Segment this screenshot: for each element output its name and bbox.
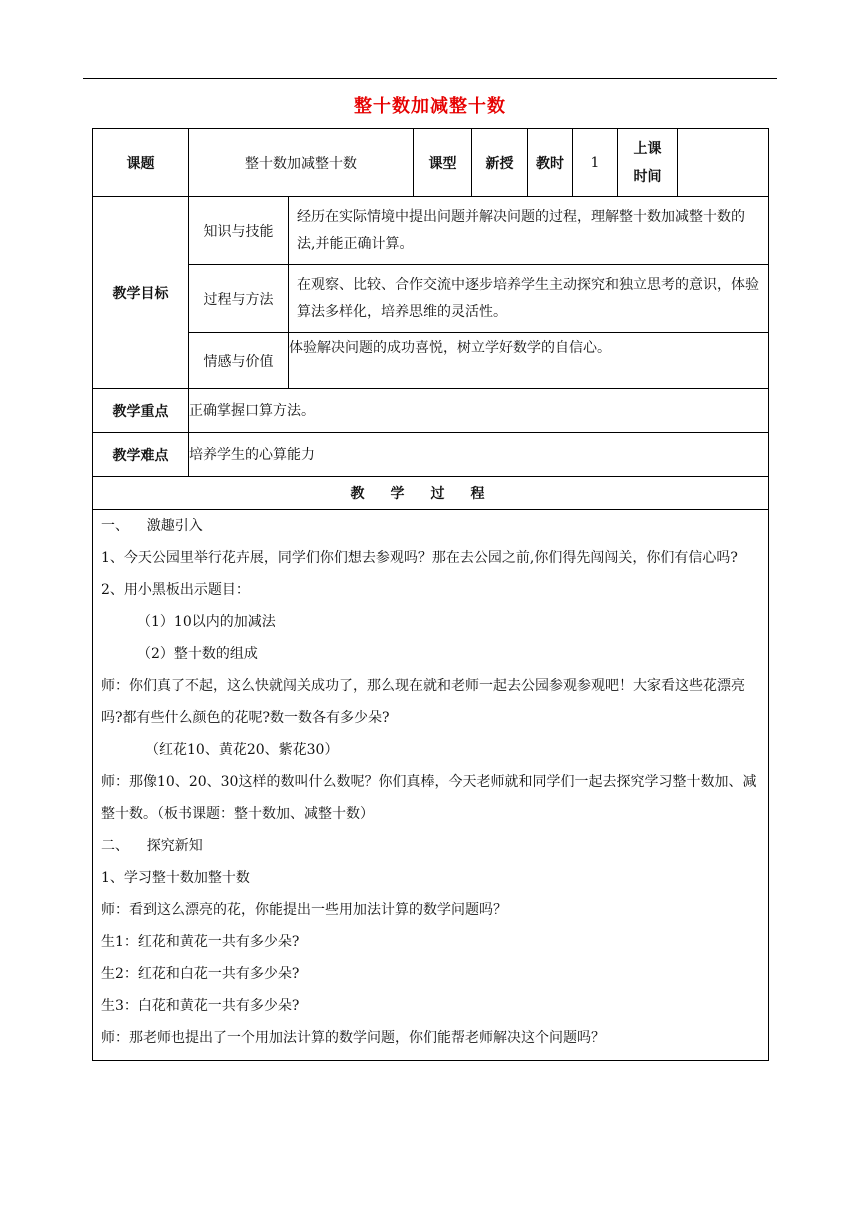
process-line: （1）10以内的加减法 <box>137 614 276 630</box>
process-line: 二、 探究新知 <box>101 838 203 854</box>
class-time-label-line2: 时间 <box>633 168 662 185</box>
header-rule <box>83 78 777 79</box>
difficulty-label: 教学难点 <box>93 433 189 477</box>
goal-row-2 <box>93 265 769 333</box>
goal-label-knowledge: 知识与技能 <box>189 197 289 265</box>
process-body <box>93 510 769 1061</box>
difficulty-text: 培养学生的心算能力 <box>189 433 769 477</box>
key-point-label: 教学重点 <box>93 389 189 433</box>
process-line: 1、学习整十数加整十数 <box>101 870 250 886</box>
type-label: 课型 <box>414 129 472 197</box>
goals-label: 教学目标 <box>93 197 189 389</box>
process-line: 1、今天公园里举行花卉展，同学们你们想去参观吗？那在去公园之前,你们得先闯闯关，你们有信心吗? <box>101 550 738 566</box>
key-point-row <box>93 389 769 433</box>
process-line: 师：那老师也提出了一个用加法计算的数学问题，你们能帮老师解决这个问题吗？ <box>101 1030 605 1046</box>
goal-row-3 <box>93 333 769 389</box>
process-line: （2）整十数的组成 <box>137 646 258 662</box>
process-line: （红花10、黄花20、紫花30） <box>145 742 339 758</box>
header-row <box>93 129 769 197</box>
goal-label-process: 过程与方法 <box>189 265 289 333</box>
process-line: 生2：红花和白花一共有多少朵? <box>101 966 300 982</box>
class-time-label-line1: 上课 <box>633 140 662 157</box>
goal-text-knowledge: 经历在实际情境中提出问题并解决问题的过程，理解整十数加减整十数的法,并能正确计算。 <box>289 197 769 265</box>
class-time-label <box>618 129 678 197</box>
page-title: 整十数加减整十数 <box>354 96 506 117</box>
process-line: 2、用小黑板出示题目： <box>101 582 250 598</box>
hours-value: 1 <box>573 129 618 197</box>
topic-value: 整十数加减整十数 <box>189 129 414 197</box>
process-line: 师：你们真了不起，这么快就闯关成功了，那么现在就和老师一起去公园参观参观吧！大家看这些花漂亮吗?都有些什么颜色的花呢?数一数各有多少朵? <box>101 678 745 726</box>
lesson-table <box>92 128 769 1061</box>
process-line: 生1：红花和黄花一共有多少朵? <box>101 934 300 950</box>
process-line: 师：那像10、20、30这样的数叫什么数呢？你们真棒，今天老师就和同学们一起去探究学习整十数加、减整十数。（板书课题：整十数加、减整十数） <box>101 774 757 822</box>
goal-text-emotion: 体验解决问题的成功喜悦，树立学好数学的自信心。 <box>289 333 769 389</box>
process-line: 师：看到这么漂亮的花，你能提出一些用加法计算的数学问题吗？ <box>101 902 507 918</box>
process-heading: 教学过程 <box>93 477 769 510</box>
goal-row-1 <box>93 197 769 265</box>
process-line: 一、 激趣引入 <box>101 518 203 534</box>
process-line: 生3：白花和黄花一共有多少朵? <box>101 998 300 1014</box>
class-time-value <box>678 129 769 197</box>
type-value: 新授 <box>472 129 528 197</box>
process-heading-row <box>93 477 769 510</box>
key-point-text: 正确掌握口算方法。 <box>189 389 769 433</box>
topic-label: 课题 <box>93 129 189 197</box>
goal-label-emotion: 情感与价值 <box>189 333 289 389</box>
goal-text-process: 在观察、比较、合作交流中逐步培养学生主动探究和独立思考的意识，体验算法多样化，培养思维的灵活性。 <box>289 265 769 333</box>
difficulty-row <box>93 433 769 477</box>
process-body-row <box>93 510 769 1061</box>
hours-label: 教时 <box>528 129 573 197</box>
